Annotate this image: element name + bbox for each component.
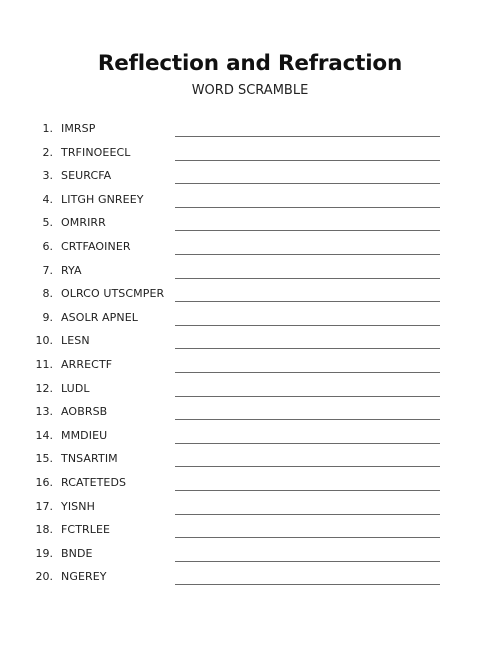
scrambled-word: OLRCO UTSCMPER	[61, 287, 165, 301]
answer-line	[175, 254, 440, 255]
item-number: 9.	[42, 310, 53, 324]
item-number: 19.	[35, 546, 53, 560]
scramble-item	[0, 448, 500, 472]
scramble-item	[0, 189, 500, 213]
scrambled-word: SEURCFA	[61, 169, 112, 183]
scrambled-word: TNSARTIM	[61, 452, 118, 466]
scrambled-word: CRTFAOINER	[61, 239, 131, 253]
answer-line	[175, 301, 440, 302]
answer-line	[175, 443, 440, 444]
scramble-item	[0, 472, 500, 496]
scrambled-word: BNDE	[61, 546, 93, 560]
answer-line	[175, 207, 440, 208]
scramble-item	[0, 165, 500, 189]
item-number: 7.	[42, 263, 53, 277]
scramble-item	[0, 260, 500, 284]
answer-line	[175, 372, 440, 373]
scrambled-word: FCTRLEE	[61, 523, 111, 537]
scrambled-word: TRFINOEECL	[61, 145, 131, 159]
answer-line	[175, 183, 440, 184]
item-number: 14.	[35, 428, 53, 442]
answer-line	[175, 160, 440, 161]
scrambled-word: ARRECTF	[61, 357, 113, 371]
scrambled-word: AOBRSB	[61, 405, 108, 419]
item-number: 6.	[42, 239, 53, 253]
scramble-item	[0, 378, 500, 402]
scramble-item	[0, 283, 500, 307]
scramble-item	[0, 236, 500, 260]
item-number: 1.	[42, 122, 53, 135]
answer-line	[175, 278, 440, 279]
page-subtitle: WORD SCRAMBLE	[191, 83, 309, 98]
scramble-item	[0, 307, 500, 331]
answer-line	[175, 419, 440, 420]
scrambled-word: RCATETEDS	[61, 475, 127, 489]
item-number: 16.	[35, 475, 53, 489]
answer-line	[175, 325, 440, 326]
scramble-list	[0, 118, 500, 590]
item-number: 18.	[35, 523, 53, 537]
scramble-item	[0, 566, 500, 590]
scrambled-word: ASOLR APNEL	[61, 310, 138, 324]
scrambled-word: LUDL	[61, 381, 90, 395]
scrambled-word: NGEREY	[61, 570, 107, 584]
item-number: 17.	[35, 499, 53, 513]
scramble-item	[0, 354, 500, 378]
item-number: 10.	[35, 334, 53, 348]
answer-line	[175, 537, 440, 538]
item-number: 20.	[35, 570, 53, 584]
scrambled-word: YISNH	[61, 499, 95, 513]
answer-line	[175, 466, 440, 467]
scramble-item	[0, 212, 500, 236]
answer-line	[175, 136, 440, 137]
item-number: 12.	[35, 381, 53, 395]
scramble-item	[0, 519, 500, 543]
scrambled-word: MMDIEU	[61, 428, 108, 442]
scrambled-word: IMRSP	[61, 122, 96, 135]
item-number: 11.	[35, 357, 53, 371]
answer-line	[175, 348, 440, 349]
scramble-item	[0, 401, 500, 425]
item-number: 3.	[42, 169, 53, 183]
scramble-item	[0, 330, 500, 354]
scrambled-word: LESN	[61, 334, 90, 348]
scramble-item	[0, 543, 500, 567]
answer-line	[175, 396, 440, 397]
scrambled-word: OMRIRR	[61, 216, 106, 230]
item-number: 4.	[42, 192, 53, 206]
item-number: 15.	[35, 452, 53, 466]
scrambled-word: RYA	[61, 263, 82, 277]
answer-line	[175, 514, 440, 515]
answer-line	[175, 561, 440, 562]
item-number: 2.	[42, 145, 53, 159]
scramble-item	[0, 425, 500, 449]
answer-line	[175, 490, 440, 491]
answer-line	[175, 584, 440, 585]
scramble-item	[0, 496, 500, 520]
scramble-item	[0, 142, 500, 166]
scrambled-word: LITGH GNREEY	[61, 192, 144, 206]
scramble-item	[0, 118, 500, 142]
page-title: Reflection and Refraction	[97, 51, 403, 76]
item-number: 13.	[35, 405, 53, 419]
item-number: 5.	[42, 216, 53, 230]
item-number: 8.	[42, 287, 53, 301]
answer-line	[175, 230, 440, 231]
